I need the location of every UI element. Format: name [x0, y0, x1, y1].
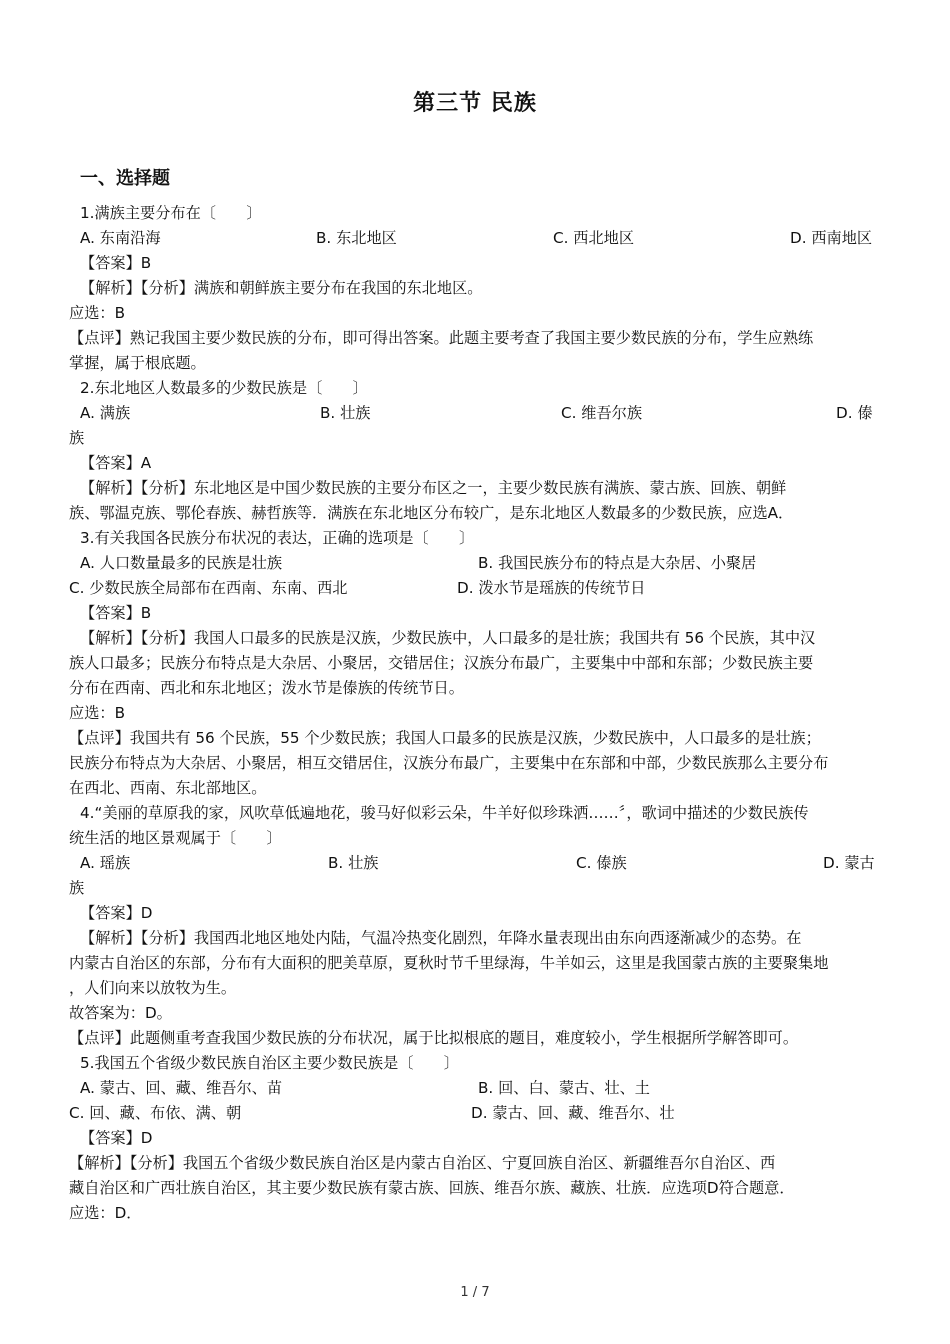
q4-option-d-wrap: 族 — [69, 879, 85, 897]
q4-option-c: C. 傣族 — [576, 854, 627, 872]
q1-option-b: B. 东北地区 — [316, 229, 397, 247]
section-title: 一、选择题 — [80, 168, 170, 189]
question-3-stem: 3.有关我国各民族分布状况的表达，正确的选项是〔 〕 — [80, 529, 475, 547]
q2-analysis-line: 族、鄂温克族、鄂伦春族、赫哲族等．满族在东北地区分布较广，是东北地区人数最多的少数民族，应选A． — [69, 504, 794, 522]
q3-analysis-line: 【解析】【分析】我国人口最多的民族是汉族，少数民族中，人口最多的是壮族；我国共有 56 个民族，其中汉 — [80, 629, 816, 647]
question-4-stem-line: 4.“美丽的草原我的家，风吹草低遍地花，骏马好似彩云朵，牛羊好似珍珠洒……〞，歌词中描述的少数民族传 — [80, 804, 809, 822]
q4-analysis-line: 内蒙古自治区的东部，分布有大面积的肥美草原，夏秋时节千里绿海，牛羊如云，这里是我国蒙古族的主要聚集地 — [69, 954, 829, 972]
question-2-stem: 2.东北地区人数最多的少数民族是〔 〕 — [80, 379, 368, 397]
q2-option-a: A. 满族 — [80, 404, 131, 422]
q4-option-d: D. 蒙古 — [823, 854, 875, 872]
q4-analysis-line: ，人们向来以放牧为生。 — [69, 979, 237, 997]
q5-analysis-line: 【解析】【分析】我国五个省级少数民族自治区是内蒙古自治区、宁夏回族自治区、新疆维吾尔自治区、西 — [69, 1154, 776, 1172]
q2-answer: 【答案】A — [80, 454, 152, 472]
q5-option-d: D. 蒙古、回、藏、维吾尔、壮 — [471, 1104, 675, 1122]
q4-choose: 故答案为：D。 — [69, 1004, 172, 1022]
q5-option-a: A. 蒙古、回、藏、维吾尔、苗 — [80, 1079, 283, 1097]
q2-option-c: C. 维吾尔族 — [561, 404, 643, 422]
q3-analysis-line: 分布在西南、西北和东北地区；泼水节是傣族的传统节日。 — [69, 679, 464, 697]
q3-comment-line: 【点评】我国共有 56 个民族，55 个少数民族；我国人口最多的民族是汉族，少数民族中，人口最多的是壮族； — [69, 729, 821, 747]
q3-analysis-line: 族人口最多；民族分布特点是大杂居、小聚居，交错居住；汉族分布最广，主要集中中部和东部；少数民族主要 — [69, 654, 814, 672]
question-4-stem-line: 统生活的地区景观属于〔 〕 — [69, 829, 282, 847]
q3-choose: 应选：B — [69, 704, 125, 722]
q1-option-a: A. 东南沿海 — [80, 229, 161, 247]
q3-answer: 【答案】B — [80, 604, 152, 622]
q1-comment-line: 【点评】熟记我国主要少数民族的分布，即可得出答案。此题主要考查了我国主要少数民族的分布，学生应熟练 — [69, 329, 814, 347]
q2-option-d-wrap: 族 — [69, 429, 85, 447]
q5-analysis-line: 藏自治区和广西壮族自治区，其主要少数民族有蒙古族、回族、维吾尔族、藏族、壮族．应选项D符合题意． — [69, 1179, 795, 1197]
q3-option-c: C. 少数民族全局部布在西南、东南、西北 — [69, 579, 348, 597]
q4-option-b: B. 壮族 — [328, 854, 379, 872]
q1-comment-line: 掌握，属于根底题。 — [69, 354, 206, 372]
q5-choose: 应选：D． — [69, 1204, 142, 1222]
q1-answer: 【答案】B — [80, 254, 152, 272]
q3-option-b: B. 我国民族分布的特点是大杂居、小聚居 — [478, 554, 757, 572]
q3-comment-line: 在西北、西南、东北部地区。 — [69, 779, 267, 797]
q5-option-b: B. 回、白、蒙古、壮、土 — [478, 1079, 650, 1097]
q3-comment-line: 民族分布特点为大杂居、小聚居，相互交错居住，汉族分布最广，主要集中在东部和中部，少数民族那么主要分布 — [69, 754, 829, 772]
q2-option-d: D. 傣 — [836, 404, 873, 422]
q4-analysis-line: 【解析】【分析】我国西北地区地处内陆，气温冷热变化剧烈，年降水量表现出由东向西逐渐减少的态势。在 — [80, 929, 802, 947]
q1-option-c: C. 西北地区 — [553, 229, 635, 247]
q3-option-a: A. 人口数量最多的民族是壮族 — [80, 554, 283, 572]
q4-option-a: A. 瑶族 — [80, 854, 131, 872]
q1-option-d: D. 西南地区 — [790, 229, 873, 247]
q5-answer: 【答案】D — [80, 1129, 153, 1147]
page-number: 1 / 7 — [460, 1285, 490, 1300]
q1-analysis: 【解析】【分析】满族和朝鲜族主要分布在我国的东北地区。 — [80, 279, 483, 297]
q2-option-b: B. 壮族 — [320, 404, 371, 422]
q4-comment: 【点评】此题侧重考查我国少数民族的分布状况，属于比拟根底的题目，难度较小，学生根据所学解答即可。 — [69, 1029, 798, 1047]
q2-analysis-line: 【解析】【分析】东北地区是中国少数民族的主要分布区之一，主要少数民族有满族、蒙古族、回族、朝鲜 — [80, 479, 787, 497]
q5-option-c: C. 回、藏、布依、满、朝 — [69, 1104, 242, 1122]
page-title: 第三节 民族 — [413, 91, 537, 116]
q4-answer: 【答案】D — [80, 904, 153, 922]
q3-option-d: D. 泼水节是瑶族的传统节日 — [457, 579, 646, 597]
q1-choose: 应选：B — [69, 304, 125, 322]
question-5-stem: 5.我国五个省级少数民族自治区主要少数民族是〔 〕 — [80, 1054, 459, 1072]
question-1-stem: 1.满族主要分布在〔 〕 — [80, 204, 262, 222]
